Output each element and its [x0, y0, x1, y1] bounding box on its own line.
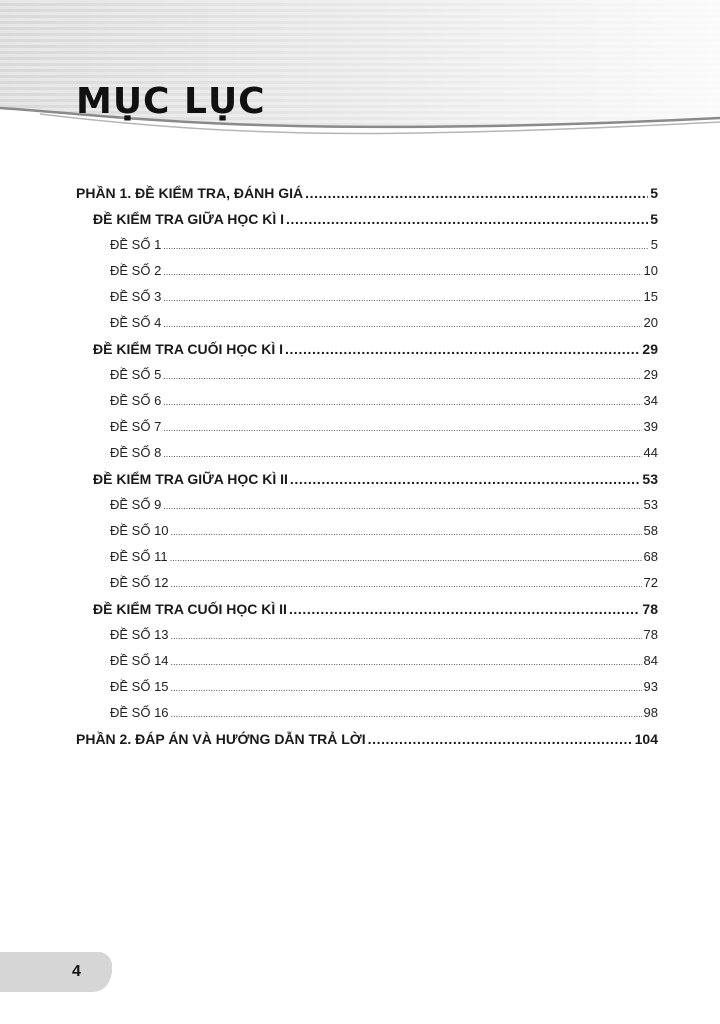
toc-entry-page-number: 58 — [643, 523, 658, 538]
toc-entry-page-number: 84 — [643, 653, 658, 668]
toc-entry-label: ĐỀ SỐ 5 — [110, 367, 162, 382]
toc-entry-page-number: 53 — [643, 497, 658, 512]
toc-dot-leader — [289, 596, 640, 622]
toc-entry-page-number: 10 — [643, 263, 658, 278]
toc-dot-leader — [163, 258, 641, 285]
toc-entry-label: ĐỀ SỐ 6 — [110, 393, 162, 408]
toc-entry-exam[interactable] — [76, 310, 658, 336]
toc-dot-leader — [163, 284, 641, 311]
toc-entry-page-number: 15 — [643, 289, 658, 304]
toc-entry-label: ĐỀ SỐ 12 — [110, 575, 169, 590]
toc-dot-leader — [290, 466, 641, 492]
toc-entry-exam[interactable] — [76, 518, 658, 544]
toc-entry-page-number: 20 — [643, 315, 658, 330]
toc-entry-page-number: 29 — [643, 367, 658, 382]
header-banner — [0, 0, 720, 150]
toc-entry-exam[interactable] — [76, 362, 658, 388]
toc-entry-page-number: 34 — [643, 393, 658, 408]
toc-entry-label: ĐỀ KIỂM TRA CUỐI HỌC KÌ II — [93, 601, 287, 617]
toc-entry-label: ĐỀ SỐ 7 — [110, 419, 162, 434]
toc-entry-part[interactable] — [76, 726, 658, 752]
toc-dot-leader — [171, 622, 642, 649]
toc-entry-page-number: 44 — [643, 445, 658, 460]
toc-entry-label: ĐỀ SỐ 10 — [110, 523, 169, 538]
toc-dot-leader — [305, 180, 648, 206]
toc-entry-page-number: 39 — [643, 419, 658, 434]
toc-entry-page-number: 5 — [650, 237, 658, 252]
toc-dot-leader — [163, 492, 641, 519]
page-number-tab — [0, 952, 112, 992]
toc-entry-page-number: 78 — [642, 601, 658, 617]
toc-entry-section[interactable] — [76, 206, 658, 232]
page-number: 4 — [72, 963, 81, 980]
toc-entry-label: PHẦN 1. ĐỀ KIỂM TRA, ĐÁNH GIÁ — [76, 185, 304, 201]
toc-entry-exam[interactable] — [76, 258, 658, 284]
table-of-contents — [76, 180, 658, 752]
toc-entry-part[interactable] — [76, 180, 658, 206]
toc-entry-exam[interactable] — [76, 440, 658, 466]
toc-dot-leader — [163, 414, 641, 441]
toc-dot-leader — [171, 518, 642, 545]
toc-entry-page-number: 72 — [643, 575, 658, 590]
toc-entry-label: ĐỀ KIỂM TRA CUỐI HỌC KÌ I — [93, 341, 284, 357]
toc-entry-page-number: 98 — [643, 705, 658, 720]
toc-dot-leader — [170, 544, 642, 571]
toc-dot-leader — [163, 388, 641, 415]
toc-entry-page-number: 68 — [643, 549, 658, 564]
toc-entry-exam[interactable] — [76, 622, 658, 648]
toc-entry-section[interactable] — [76, 336, 658, 362]
toc-entry-label: ĐỀ SỐ 15 — [110, 679, 169, 694]
toc-entry-page-number: 78 — [643, 627, 658, 642]
toc-entry-page-number: 53 — [642, 471, 658, 487]
toc-dot-leader — [286, 206, 648, 232]
toc-entry-label: ĐỀ SỐ 16 — [110, 705, 169, 720]
toc-entry-label: ĐỀ SỐ 3 — [110, 289, 162, 304]
toc-dot-leader — [368, 726, 633, 752]
toc-entry-exam[interactable] — [76, 570, 658, 596]
toc-dot-leader — [163, 310, 641, 337]
toc-entry-page-number: 93 — [643, 679, 658, 694]
toc-entry-label: ĐỀ KIỂM TRA GIỮA HỌC KÌ I — [93, 211, 285, 227]
toc-entry-page-number: 5 — [650, 211, 658, 227]
toc-dot-leader — [163, 440, 641, 467]
toc-dot-leader — [171, 570, 642, 597]
toc-entry-exam[interactable] — [76, 414, 658, 440]
page-title: MỤC LỤC — [76, 81, 266, 122]
toc-entry-exam[interactable] — [76, 284, 658, 310]
toc-dot-leader — [163, 232, 648, 259]
toc-entry-label: ĐỀ SỐ 13 — [110, 627, 169, 642]
toc-entry-label: ĐỀ SỐ 14 — [110, 653, 169, 668]
toc-dot-leader — [285, 336, 640, 362]
toc-entry-page-number: 104 — [634, 731, 658, 747]
toc-entry-section[interactable] — [76, 596, 658, 622]
toc-entry-exam[interactable] — [76, 544, 658, 570]
toc-entry-label: ĐỀ SỐ 11 — [110, 549, 168, 564]
toc-entry-section[interactable] — [76, 466, 658, 492]
toc-entry-exam[interactable] — [76, 674, 658, 700]
toc-entry-exam[interactable] — [76, 492, 658, 518]
toc-entry-label: ĐỀ SỐ 1 — [110, 237, 162, 252]
toc-entry-exam[interactable] — [76, 648, 658, 674]
toc-entry-exam[interactable] — [76, 700, 658, 726]
toc-entry-exam[interactable] — [76, 388, 658, 414]
toc-dot-leader — [163, 362, 641, 389]
toc-entry-page-number: 5 — [650, 185, 658, 201]
toc-dot-leader — [171, 674, 642, 701]
toc-entry-label: ĐỀ SỐ 4 — [110, 315, 162, 330]
toc-dot-leader — [171, 648, 642, 675]
toc-entry-label: ĐỀ SỐ 8 — [110, 445, 162, 460]
toc-entry-label: PHẦN 2. ĐÁP ÁN VÀ HƯỚNG DẪN TRẢ LỜI — [76, 731, 366, 747]
toc-entry-label: ĐỀ SỐ 2 — [110, 263, 162, 278]
toc-entry-page-number: 29 — [642, 341, 658, 357]
toc-dot-leader — [171, 700, 642, 727]
toc-entry-label: ĐỀ SỐ 9 — [110, 497, 162, 512]
toc-entry-label: ĐỀ KIỂM TRA GIỮA HỌC KÌ II — [93, 471, 288, 487]
toc-entry-exam[interactable] — [76, 232, 658, 258]
